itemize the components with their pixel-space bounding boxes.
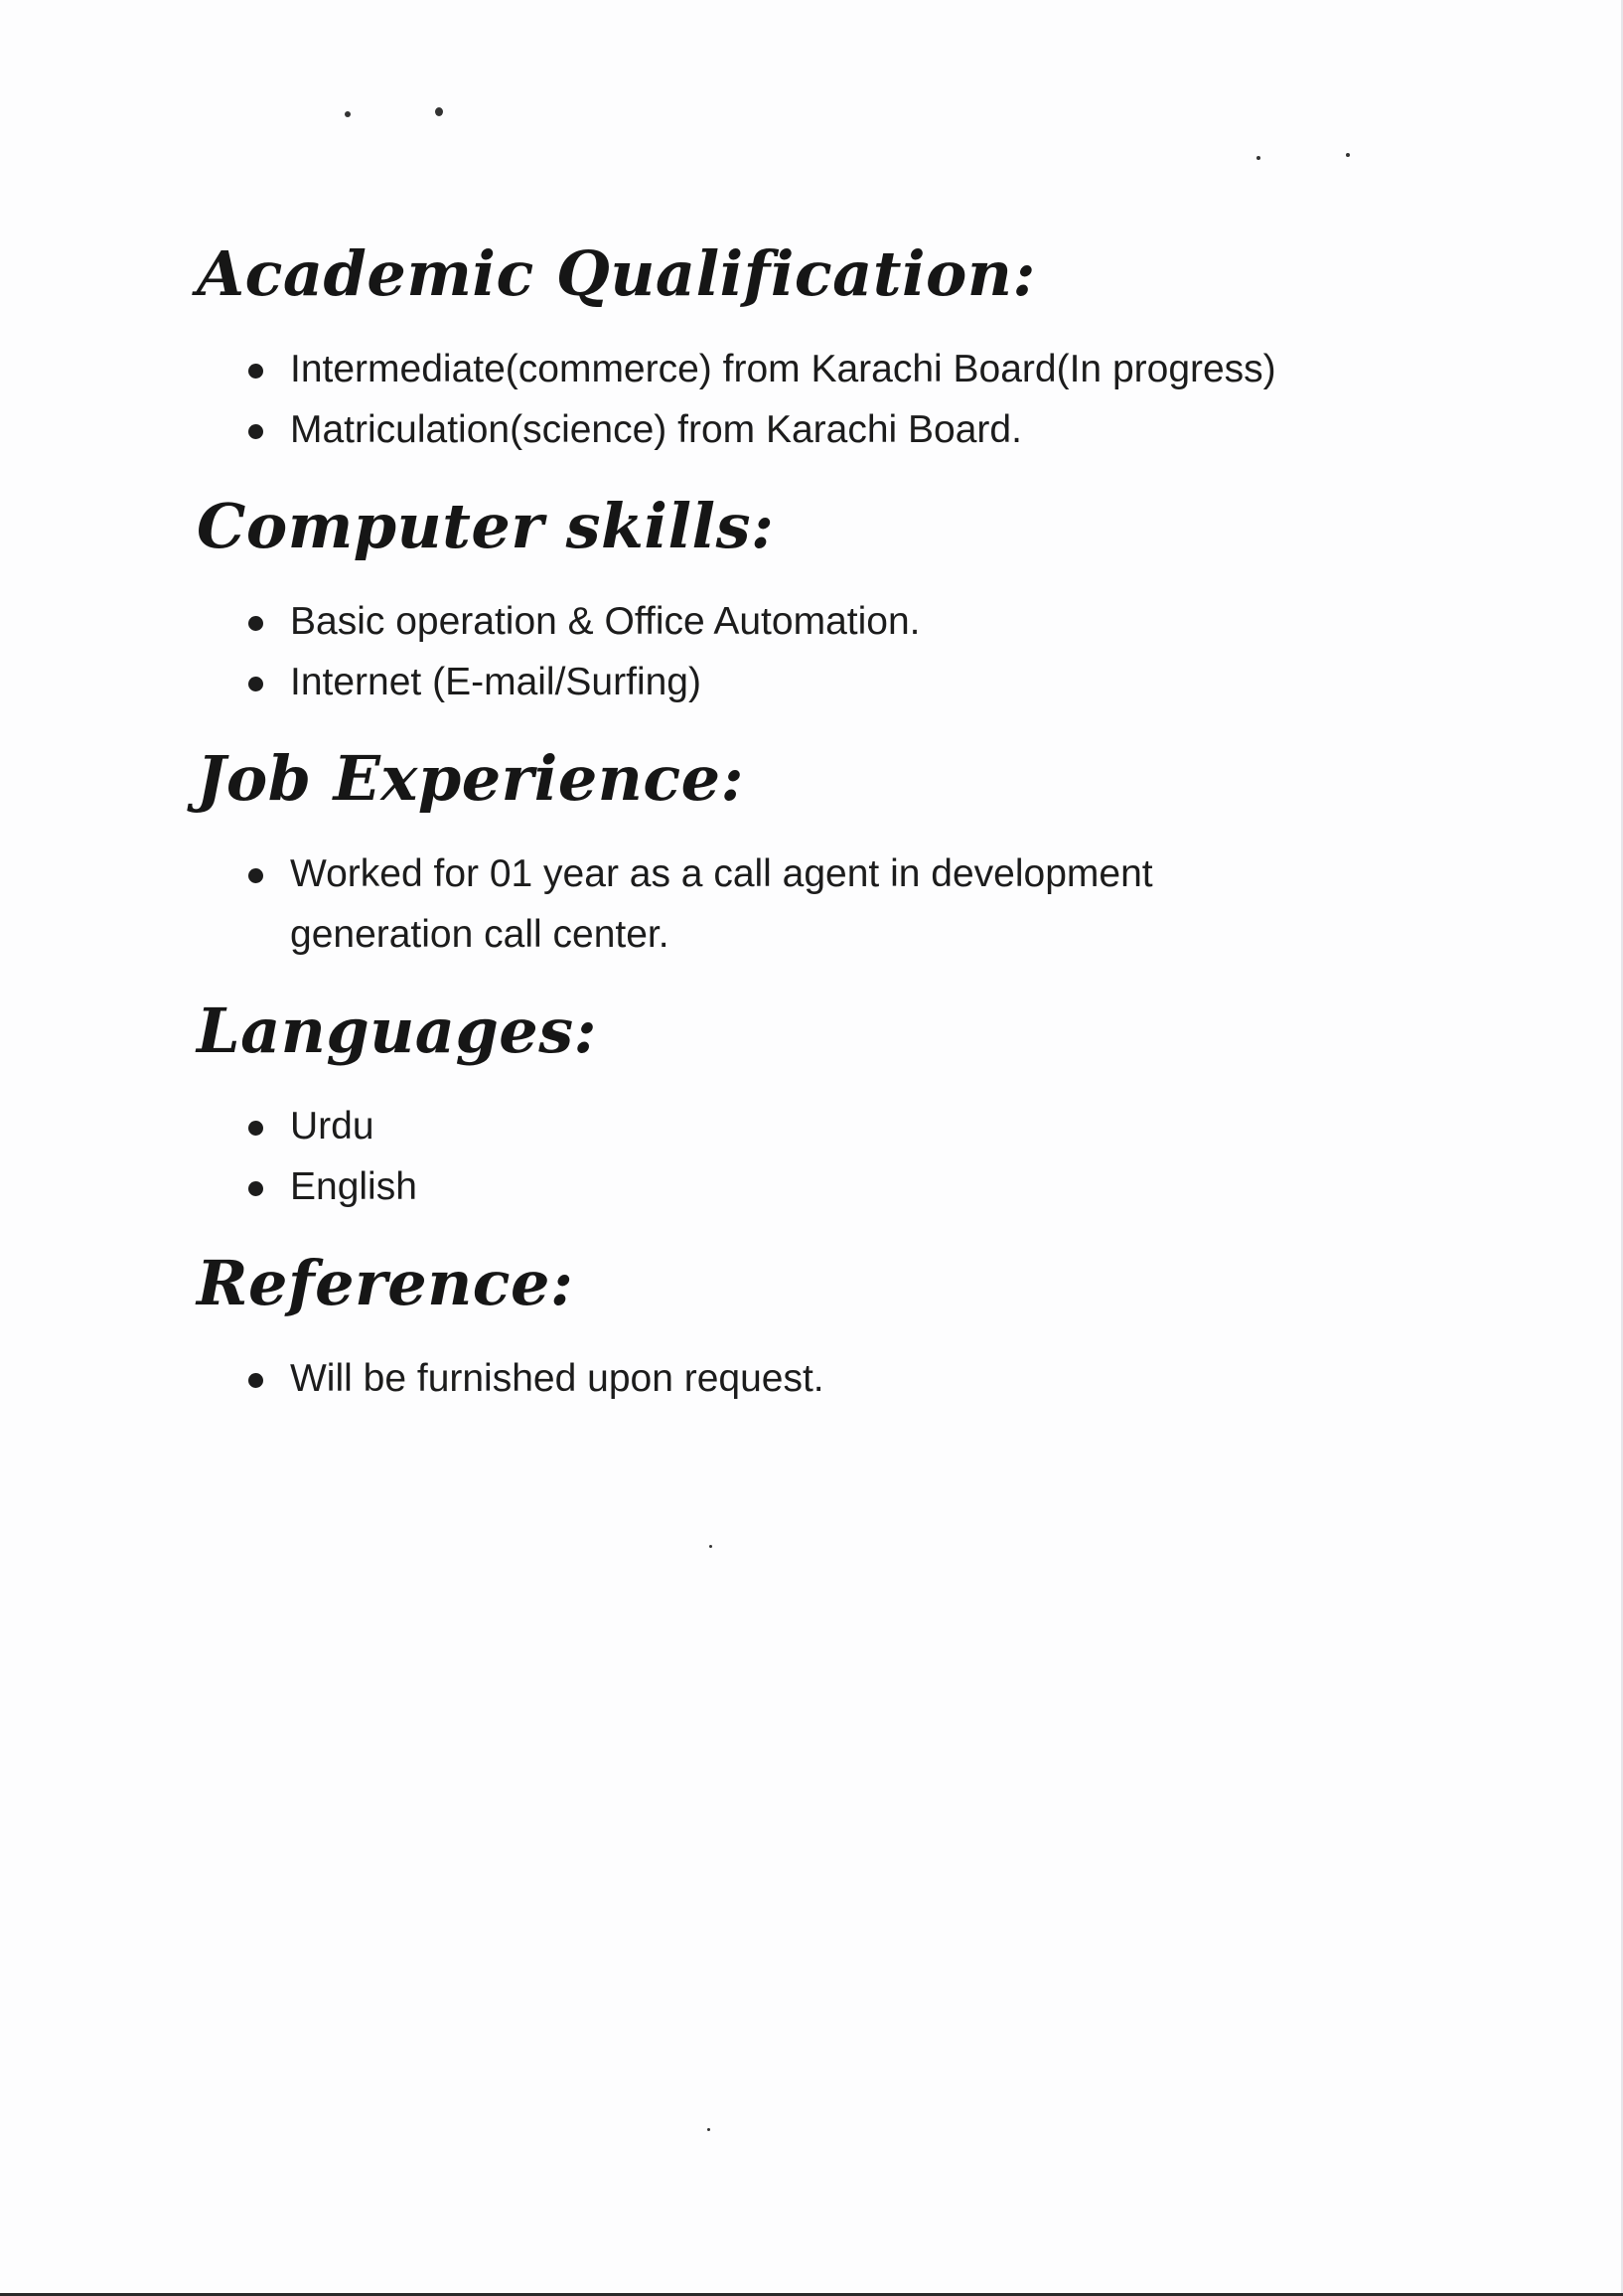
list-item: Urdu — [248, 1096, 1488, 1156]
scan-speck — [707, 2128, 710, 2131]
resume-content — [197, 237, 1488, 1445]
bullet-list — [197, 339, 1488, 460]
list-item: Will be furnished upon request. — [248, 1348, 1488, 1409]
section-heading: Academic Qualification: — [197, 237, 1036, 310]
section-heading: Job Experience: — [197, 742, 744, 815]
list-item: Worked for 01 year as a call agent in development generation call center. — [248, 843, 1343, 965]
list-item: Internet (E-mail/Surfing) — [248, 652, 1488, 712]
scan-speck — [1256, 156, 1260, 160]
scan-speck — [709, 1545, 712, 1548]
list-item: Basic operation & Office Automation. — [248, 591, 1488, 652]
scan-speck — [345, 111, 351, 117]
section-heading: Reference: — [197, 1247, 574, 1319]
bullet-list — [197, 1096, 1488, 1217]
bullet-list — [197, 591, 1488, 712]
bullet-list — [197, 1348, 1488, 1409]
list-item: Matriculation(science) from Karachi Board. — [248, 399, 1488, 460]
section-job-experience — [197, 742, 1488, 965]
section-reference — [197, 1247, 1488, 1409]
section-academic-qualification — [197, 237, 1488, 460]
section-heading: Computer skills: — [197, 490, 775, 562]
list-item: English — [248, 1156, 1488, 1217]
section-heading: Languages: — [197, 995, 598, 1067]
section-languages — [197, 995, 1488, 1217]
scan-speck — [435, 107, 443, 116]
section-computer-skills — [197, 490, 1488, 712]
list-item: Intermediate(commerce) from Karachi Board(In progress) — [248, 339, 1488, 399]
scan-speck — [1346, 153, 1350, 157]
bullet-list — [197, 843, 1488, 965]
